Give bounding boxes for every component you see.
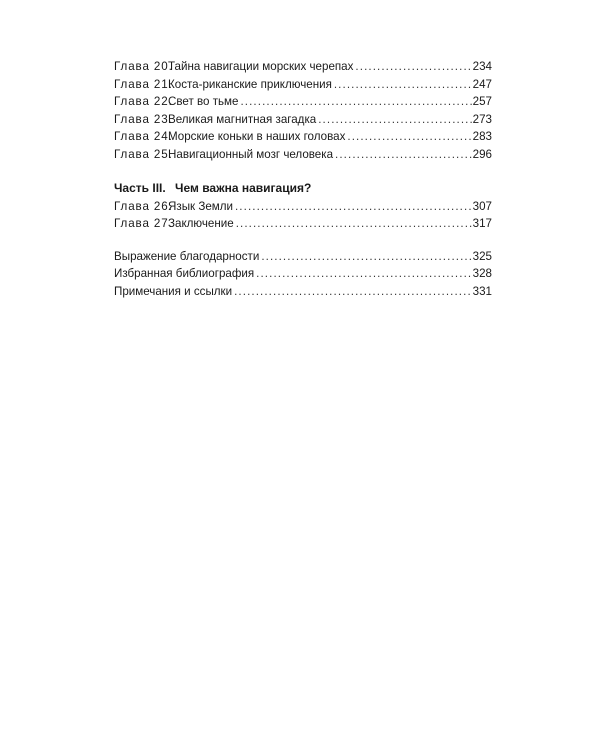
part-heading[interactable] bbox=[114, 179, 492, 198]
dot-leader bbox=[318, 111, 471, 129]
toc-row-bibliography[interactable] bbox=[114, 265, 492, 283]
section-title: Выражение благодарности bbox=[114, 249, 260, 263]
dot-leader bbox=[236, 215, 472, 233]
part-title: Чем важна навигация? bbox=[175, 180, 312, 195]
spacer bbox=[114, 164, 492, 179]
dot-leader bbox=[261, 248, 471, 266]
chapter-title: Великая магнитная загадка bbox=[168, 112, 317, 126]
page-number: 296 bbox=[472, 147, 492, 161]
chapter-number: Глава 20. bbox=[114, 60, 173, 73]
page-number: 234 bbox=[472, 60, 492, 73]
dot-leader bbox=[334, 76, 472, 94]
chapter-number: Глава 27. bbox=[114, 217, 173, 231]
page-number: 257 bbox=[472, 95, 492, 109]
chapter-title: Коста-риканские приключения bbox=[168, 77, 332, 91]
page-number: 325 bbox=[472, 249, 492, 263]
toc-row-ch24[interactable] bbox=[114, 128, 492, 146]
toc-row-ch27[interactable] bbox=[114, 215, 492, 233]
chapter-number: Глава 24. bbox=[114, 130, 173, 144]
page-number: 273 bbox=[472, 112, 492, 126]
chapter-number: Глава 26. bbox=[114, 199, 173, 213]
chapter-title: Заключение bbox=[168, 217, 234, 231]
chapter-number: Глава 25. bbox=[114, 147, 173, 161]
table-of-contents bbox=[114, 58, 492, 301]
chapter-title: Морские коньки в наших головах bbox=[168, 130, 346, 144]
page-number: 317 bbox=[472, 217, 492, 231]
dot-leader bbox=[240, 93, 471, 111]
toc-row-ch25[interactable] bbox=[114, 146, 492, 164]
dot-leader bbox=[355, 58, 471, 76]
chapter-number: Глава 23. bbox=[114, 112, 173, 126]
section-title: Примечания и ссылки bbox=[114, 284, 233, 298]
chapter-number: Глава 22. bbox=[114, 95, 173, 109]
page-number: 307 bbox=[472, 199, 492, 213]
toc-row-ch20[interactable] bbox=[114, 58, 492, 76]
chapter-number: Глава 21. bbox=[114, 77, 173, 91]
chapter-title: Свет во тьме bbox=[168, 95, 239, 109]
toc-row-ch26[interactable] bbox=[114, 198, 492, 216]
page-number: 283 bbox=[472, 130, 492, 144]
toc-row-ch22[interactable] bbox=[114, 93, 492, 111]
chapter-title: Язык Земли bbox=[168, 199, 233, 213]
page-number: 247 bbox=[472, 77, 492, 91]
part-number: Часть III. bbox=[114, 180, 166, 195]
dot-leader bbox=[235, 198, 472, 216]
chapter-title: Тайна навигации морских черепах bbox=[168, 60, 354, 73]
dot-leader bbox=[347, 128, 471, 146]
toc-row-ch23[interactable] bbox=[114, 111, 492, 129]
page-number: 328 bbox=[472, 267, 492, 281]
dot-leader bbox=[335, 146, 472, 164]
spacer bbox=[114, 233, 492, 248]
toc-row-acknowledgements[interactable] bbox=[114, 248, 492, 266]
toc-row-notes[interactable] bbox=[114, 283, 492, 301]
dot-leader bbox=[234, 283, 472, 301]
dot-leader bbox=[256, 265, 472, 283]
section-title: Избранная библиография bbox=[114, 267, 255, 281]
toc-row-ch21[interactable] bbox=[114, 76, 492, 94]
chapter-title: Навигационный мозг человека bbox=[168, 147, 334, 161]
page-number: 331 bbox=[472, 284, 492, 298]
